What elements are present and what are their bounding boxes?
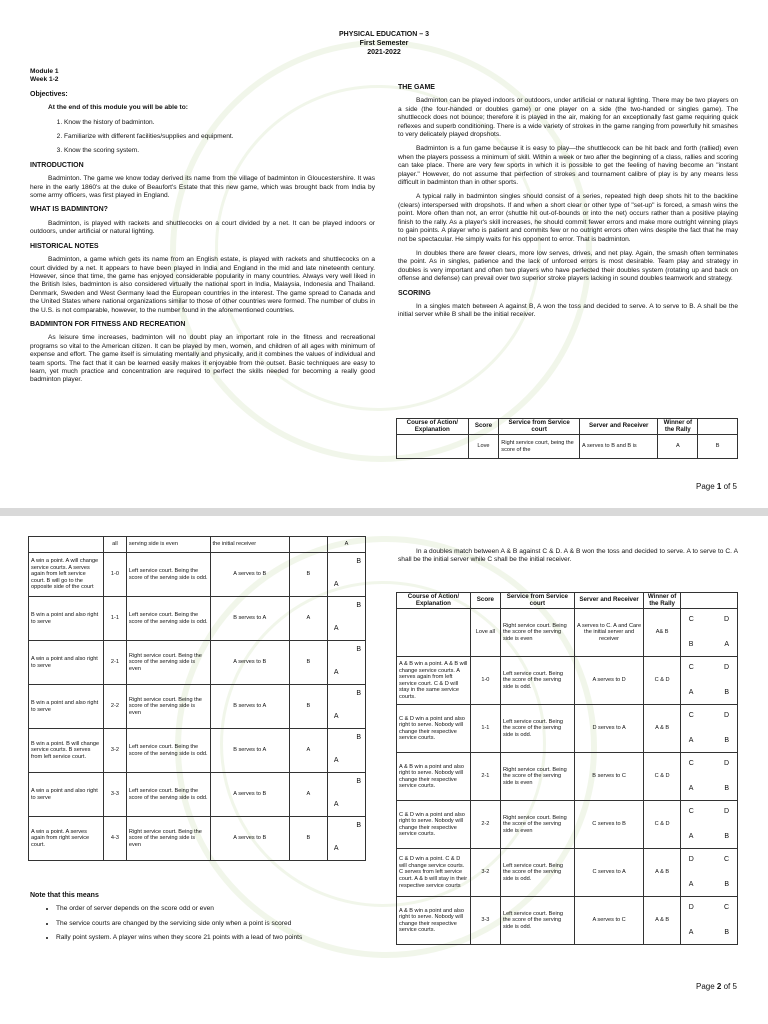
week-label: Week 1-2 [30, 76, 59, 84]
table-cell: Love [468, 435, 499, 459]
table-header-row [397, 419, 738, 435]
table-cell: A& B [644, 609, 680, 657]
document-page-2 [0, 516, 768, 1024]
court-player-label: D [723, 615, 729, 623]
table-cell: A [289, 773, 327, 817]
column-header: Server and Receiver [574, 593, 644, 609]
notes-heading: Note that this means [30, 892, 99, 899]
table-row [397, 801, 738, 849]
table-row [29, 553, 366, 597]
table-cell: Left service court. Being the score of the serving side is odd. [500, 897, 574, 945]
page-current: 1 [716, 482, 722, 491]
paragraph: Badminton is a fun game because it is easy to play—the shuttlecock can be hit back and forth (rallied) even when the players possess a minimum of skill. Within a week or two after the beginning of a class, rallies and scoring can take place. There are very few sports in which it is possible to get the feeling of having become an "instant player." However, do not assume that perfection of strokes and tournament calibre of play is by any means less difficult in badminton than in other sports. [398, 145, 738, 187]
table-cell [289, 537, 327, 553]
court-diagram [327, 685, 365, 729]
court-player-label: A [688, 737, 694, 745]
section-heading: BADMINTON FOR FITNESS AND RECREATION [30, 320, 186, 328]
table-row [29, 773, 366, 817]
left-column [30, 68, 375, 391]
column-header: Winner of the Rally [658, 419, 698, 435]
table-cell: Left service court. Being the score of the serving side is odd. [126, 553, 210, 597]
table-cell: C & D [644, 753, 680, 801]
table-cell: A serves to B [210, 553, 289, 597]
singles-scoring-table-cont [28, 536, 366, 861]
column-header: Winner of the Rally [644, 593, 680, 609]
section-heading: INTRODUCTION [30, 161, 84, 169]
court-player-label: A [688, 881, 694, 889]
document-header [0, 30, 768, 57]
table-cell: A [658, 435, 698, 459]
table-cell [29, 537, 104, 553]
court-player-label: D [688, 855, 694, 863]
page-current: 2 [716, 982, 722, 991]
table-body [29, 553, 366, 861]
table-cell: A [289, 597, 327, 641]
table-cell: D serves to A [574, 705, 644, 753]
court-diagram-header [680, 593, 737, 609]
court-player-label: D [723, 759, 729, 767]
table-cell: Left service court. Being the score of the serving side is odd. [126, 729, 210, 773]
paragraph: As leisure time increases, badminton will no doubt play an important role in the fitness and recreational programs so vital to the American citizen. It can be played by men, women, and children of all ages with minimum of expense and effort. The game itself is simulating mentally and physically, and it combines the values of individual and team sports. The fact that it can be learned easily makes it enjoyable from the outset. Basic techniques are easy to learn, yet much practice and concentration are required to perfect the skills needed for becoming a really good badminton player. [30, 334, 375, 384]
list-item: 1. Know the history of badminton. [64, 119, 375, 127]
table-cell: C & D [644, 657, 680, 705]
table-cell [397, 435, 469, 459]
court-player-label: A [333, 712, 339, 720]
court-diagram [680, 801, 737, 849]
table-cell: 2-1 [470, 753, 500, 801]
column-header: Service from Service court [500, 593, 574, 609]
objectives-intro: At the end of this module you will be able to: [48, 104, 188, 112]
court-player-label: B [356, 689, 361, 697]
table-row [397, 753, 738, 801]
table-cell: Right service court. Being the score of the serving side is even [500, 801, 574, 849]
table-cell: 2-1 [104, 641, 127, 685]
table-cell: C & D [644, 801, 680, 849]
paragraph: Badminton, a game which gets its name from an English estate, is played with rackets and shuttlecocks on a court divided by a net. It appears to have been played in India and England in the mid and late nineteenth century. However, since that time, the game has enjoyed considerable popularity in many countries. Always very well liked in the British Isles, badminton is also considered virtually the national sport in India, Malaysia, Indonesia and Thailand. Denmark, Sweden and West Germany lead the European countries in the interest. The game spread to Canada and the United States where national organizations similar to those of other countries were formed. The number of clubs in the U.S. is not comparable, however, to the number found in the aforementioned countries. [30, 256, 375, 314]
table-cell: 1-1 [104, 597, 127, 641]
table-row [397, 435, 738, 459]
table-cell: A win a point and also right to serve [29, 641, 104, 685]
list-item: • The order of server depends on the score odd or even [56, 905, 360, 913]
table-cell: A & B win a point and also right to serve. Nobody will change their respective service courts. [397, 897, 471, 945]
court-diagram: B [698, 435, 738, 459]
court-player-label: C [723, 903, 729, 911]
table-cell: 3-3 [470, 897, 500, 945]
court-diagram: A [327, 537, 365, 553]
court-player-label: B [356, 777, 361, 785]
court-player-label: A [688, 785, 694, 793]
court-player-label: A [333, 844, 339, 852]
court-player-label: A [333, 800, 339, 808]
section-heading: THE GAME [398, 84, 435, 91]
table-cell: B serves to A [210, 729, 289, 773]
table-cell: B [289, 817, 327, 861]
table-cell: Right service court. Being the score of the serving side is even [126, 685, 210, 729]
table-cell: Left service court. Being the score of the serving side is odd. [500, 705, 574, 753]
table-cell: A serves to B [210, 817, 289, 861]
table-cell: B [289, 553, 327, 597]
column-header: Server and Receiver [580, 419, 658, 435]
table-cell: the initial receiver [210, 537, 289, 553]
table-cell: B win a point. B will change service courts. B serves from left service court. [29, 729, 104, 773]
court-player-label: A [688, 833, 694, 841]
page-label: Page [696, 982, 715, 991]
table-cell: B [289, 641, 327, 685]
table-cell: Left service court. Being the score of the serving side is odd. [500, 849, 574, 897]
court-diagram [327, 641, 365, 685]
table-cell: 1-0 [470, 657, 500, 705]
court-player-label: D [723, 663, 729, 671]
table-cell: C & D win a point and also right to serve. Nobody will change their respective service courts. [397, 705, 471, 753]
document-title: PHYSICAL EDUCATION – 3 [339, 31, 429, 38]
table-row [29, 729, 366, 773]
court-diagram [327, 553, 365, 597]
page-number [696, 482, 737, 491]
court-player-label: B [356, 601, 361, 609]
table-cell: A win a point and also right to serve [29, 773, 104, 817]
court-player-label: B [356, 557, 361, 565]
table-cell: all [104, 537, 127, 553]
table-cell: B serves to A [210, 597, 289, 641]
court-diagram [680, 705, 737, 753]
table-cell: 2-2 [104, 685, 127, 729]
column-header: Service from Service court [499, 419, 580, 435]
court-player-label: B [356, 821, 361, 829]
paragraph: Badminton can be played indoors or outdoors, under artificial or natural lighting. There may be two players on a side (the four-handed or doubles game) or one player on a side (the two-handed or singles game). The shuttlecock does not bounce; therefore it is played in the air, making for an exceptionally fast game requiring quick reflexes and superb conditioning. There is a wide variety of strokes in the game ranging from powerfully hit smashes to very delicately played dropshots. [398, 97, 738, 139]
list-item: 3. Know the scoring system. [64, 147, 375, 155]
table-cell: Right service court. Being the score of the serving side is even [500, 753, 574, 801]
doubles-scoring-table [396, 592, 738, 945]
semester-label: First Semester [359, 40, 409, 47]
table-cell: 2-2 [470, 801, 500, 849]
table-cell: 1-0 [104, 553, 127, 597]
table-cell: 1-1 [470, 705, 500, 753]
table-cell: A & B win a point. A & B will change service courts. A serves again from left service court. C & D will stay in the same service courts. [397, 657, 471, 705]
court-diagram [680, 609, 737, 657]
table-cell: B serves to C [574, 753, 644, 801]
court-player-label: B [356, 645, 361, 653]
table-cell: Left service court. Being the score of the serving side is odd. [126, 773, 210, 817]
court-player-label: B [724, 785, 729, 793]
notes-section [30, 892, 360, 949]
table-cell: A [289, 729, 327, 773]
table-cell: A serves to B and B is [580, 435, 658, 459]
table-row [397, 657, 738, 705]
table-cell: B win a point and also right to serve [29, 597, 104, 641]
court-player-label: A [333, 624, 339, 632]
table-cell: A & B win a point and also right to serve. Nobody will change their respective service courts. [397, 753, 471, 801]
document-page-1 [0, 0, 768, 508]
court-player-label: C [688, 615, 694, 623]
column-header: Score [470, 593, 500, 609]
paragraph: In a singles match between A against B, A won the toss and decided to serve. A to serve to B. A shall be the initial server while B shall be the initial receiver. [398, 302, 738, 319]
table-cell: C & D win a point and also right to serve. Nobody will change their respective service courts. [397, 801, 471, 849]
school-year: 2021-2022 [367, 49, 401, 56]
court-player-label: C [723, 855, 729, 863]
table-cell: Right service court. Being the score of the serving side is even [126, 817, 210, 861]
table-cell: A & B [644, 849, 680, 897]
court-diagram [680, 897, 737, 945]
section-heading: HISTORICAL NOTES [30, 242, 99, 250]
table-cell: 3-2 [470, 849, 500, 897]
court-player-label: B [356, 733, 361, 741]
list-item: • The service courts are changed by the servicing side only when a point is scored [56, 920, 360, 928]
court-player-label: A [333, 668, 339, 676]
table-cell [397, 609, 471, 657]
right-column [398, 84, 738, 326]
table-cell: A serves to C [574, 897, 644, 945]
court-player-label: B [724, 737, 729, 745]
court-diagram [680, 657, 737, 705]
court-player-label: D [723, 711, 729, 719]
page-total: of 5 [723, 482, 737, 491]
table-cell: Right service court. Being the score of the serving side is even [126, 641, 210, 685]
court-diagram [680, 753, 737, 801]
table-cell: C & D win a point. C & D will change service courts. C serves from left service court. A & b will stay in their respective service courts [397, 849, 471, 897]
court-player-label: C [688, 711, 694, 719]
court-diagram [680, 849, 737, 897]
paragraph: Badminton. The game we know today derived its name from the village of badminton in Gloucestershire. It was here in the early 1860's at the duke of Beaufort's Estate that this new game, which was brought back from India by some army officers, was first played in England. [30, 175, 375, 200]
paragraph: In a doubles match between A & B against C & D. A & B won the toss and decided to serve. A to serve to C. A shall be the initial server while C shall be the initial receiver. [398, 548, 738, 564]
court-diagram-header [698, 419, 738, 435]
paragraph: A typical rally in badminton singles should consist of a series, repeated high deep shots hit to the backline (clears) interspersed with dropshots. If and when a short clear or other type of "set-up" is forced, a smash wins the point. More often than not, an error (shuttle hit out-of-bounds or into the net) occurs rather than a positive playing finish to the rally. As a player's skill increases, he should commit fewer errors and make more outright winning plays to gain points. A player who is patient and commits few or no outright errors often wins despite the fact that he may not be spectacular. He simply waits for his opponent to error. That is badminton. [398, 193, 738, 243]
table-row [397, 705, 738, 753]
court-diagram [327, 773, 365, 817]
table-row [29, 537, 366, 553]
table-cell: 3-2 [104, 729, 127, 773]
module-label: Module 1 [30, 68, 59, 75]
notes-list [30, 905, 360, 942]
column-header: Course of Action/ Explanation [397, 593, 471, 609]
court-player-label: A [688, 929, 694, 937]
column-header: Score [468, 419, 499, 435]
table-cell: Love all [470, 609, 500, 657]
section-heading: WHAT IS BADMINTON? [30, 206, 108, 214]
table-cell: A serves to C. A and Care the initial server and receiver [574, 609, 644, 657]
court-player-label: B [688, 641, 694, 649]
court-player-label: D [723, 807, 729, 815]
section-heading: SCORING [398, 289, 431, 297]
table-header-row [397, 593, 738, 609]
table-row [29, 685, 366, 729]
singles-scoring-table [396, 418, 738, 459]
list-item: • Rally point system. A player wins when they score 21 points with a lead of two points [56, 934, 360, 942]
table-cell: B serves to A [210, 685, 289, 729]
paragraph: In doubles there are fewer clears, more low serves, drives, and net play. Again, the smash often terminates the point. As in singles, patience and the lack of unforced errors is most desirable. Team play and strategy in doubles is very important and often two players who have perfected their doubles system (rotating up and back on offense and defense) can prevail over two superior stroke players lacking in sound doubles teamwork and strategy. [398, 249, 738, 283]
doubles-intro [398, 548, 738, 571]
page-total: of 5 [723, 982, 737, 991]
court-diagram [327, 729, 365, 773]
table-row [29, 641, 366, 685]
page-label: Page [696, 482, 715, 491]
table-cell: Right service court. Being the score of the serving side is even [500, 609, 574, 657]
table-cell: A serves to D [574, 657, 644, 705]
table-cell: C serves to B [574, 801, 644, 849]
court-player-label: A [333, 580, 339, 588]
table-cell: A & B [644, 705, 680, 753]
court-player-label: C [688, 663, 694, 671]
column-header: Course of Action/ Explanation [397, 419, 469, 435]
table-cell: A win a point. A will change service courts. A serves again from left service court. B will go to the opposite side of the court [29, 553, 104, 597]
court-player-label: A [688, 689, 694, 697]
page-separator [0, 508, 768, 516]
objectives-heading: Objectives: [30, 90, 68, 98]
table-cell: serving side is even [126, 537, 210, 553]
table-cell: Left service court. Being the score of the serving side is odd. [500, 657, 574, 705]
court-diagram [327, 597, 365, 641]
table-row [29, 597, 366, 641]
table-cell: B win a point and also right to serve [29, 685, 104, 729]
page-number [696, 982, 737, 991]
table-cell: C serves to A [574, 849, 644, 897]
court-player-label: C [688, 807, 694, 815]
objectives-list [30, 119, 375, 156]
table-row [397, 849, 738, 897]
table-cell: A & B [644, 897, 680, 945]
table-row [397, 609, 738, 657]
table-cell: A win a point. A serves again from right service court. [29, 817, 104, 861]
table-cell: Left service court. Being the score of the serving side is odd. [126, 597, 210, 641]
court-player-label: C [688, 759, 694, 767]
table-cell: A serves to B [210, 773, 289, 817]
court-player-label: D [688, 903, 694, 911]
court-player-label: B [724, 689, 729, 697]
court-player-label: A [333, 756, 339, 764]
table-body [397, 609, 738, 945]
table-cell: Right service court, being the score of the [499, 435, 580, 459]
table-cell: 3-3 [104, 773, 127, 817]
table-cell: A serves to B [210, 641, 289, 685]
table-cell: B [289, 685, 327, 729]
court-player-label: B [724, 833, 729, 841]
table-row [29, 817, 366, 861]
list-item: 2. Familiarize with different facilities/supplies and equipment. [64, 133, 375, 141]
court-player-label: B [724, 881, 729, 889]
paragraph: Badminton, is played with rackets and shuttlecocks on a court divided by a net. It can be played indoors or outdoors, under artificial or natural lighting. [30, 219, 375, 236]
table-cell: 4-3 [104, 817, 127, 861]
court-player-label: B [724, 929, 729, 937]
table-row [397, 897, 738, 945]
court-player-label: A [724, 641, 729, 649]
court-diagram [327, 817, 365, 861]
